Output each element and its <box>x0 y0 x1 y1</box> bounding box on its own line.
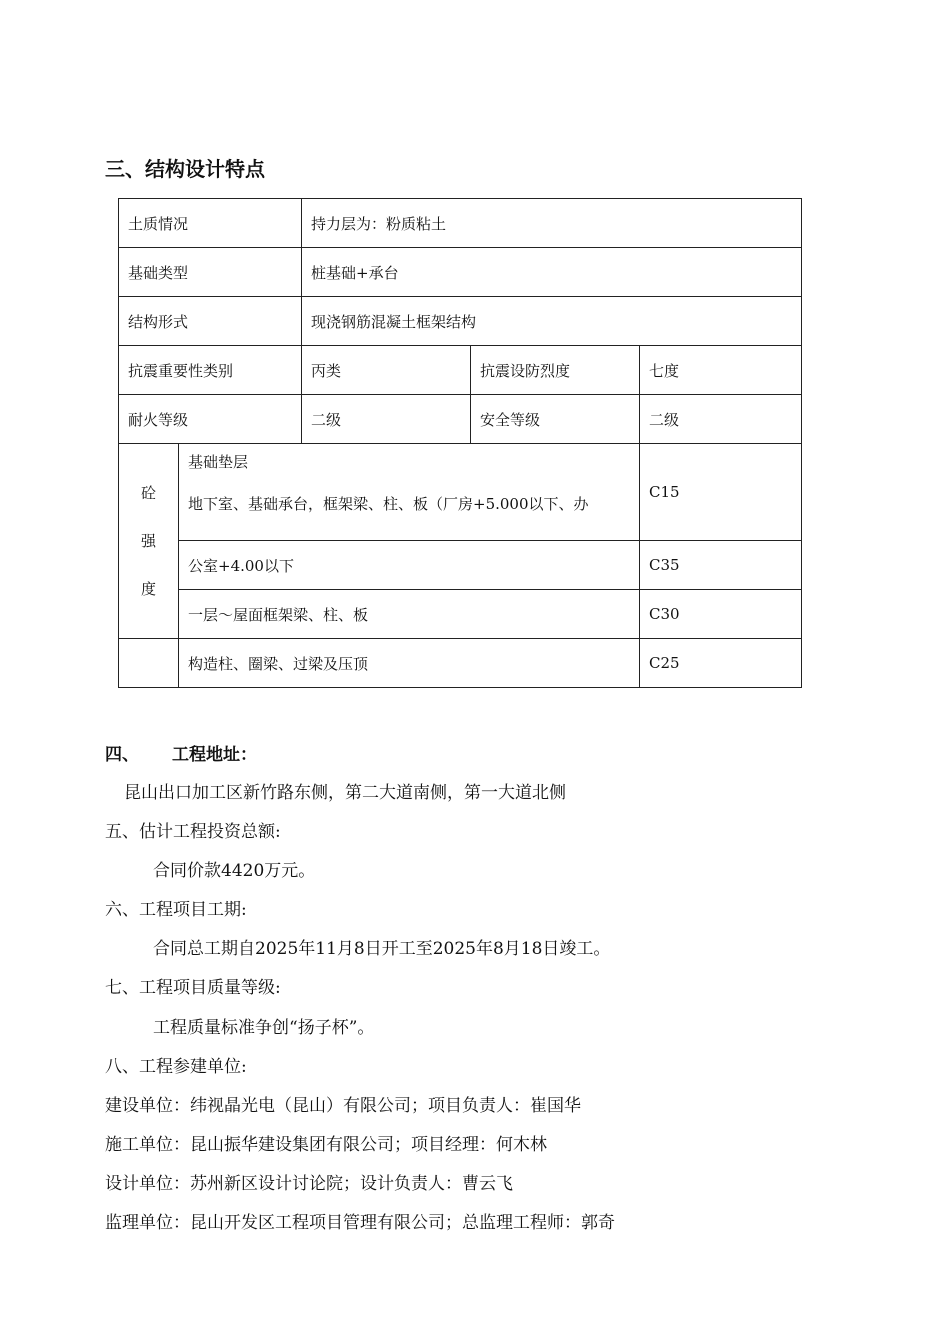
soil-value: 持力层为：粉质粘土 <box>302 199 802 248</box>
table-row <box>119 297 802 346</box>
fire-rating-label: 耐火等级 <box>119 395 302 444</box>
table-row <box>119 199 802 248</box>
section-8-title: 八、工程参建单位: <box>105 1057 247 1077</box>
seismic-intensity-value: 七度 <box>640 346 802 395</box>
structure-label: 结构形式 <box>119 297 302 346</box>
concrete-row3-grade: C30 <box>640 590 802 639</box>
concrete-row3-desc: 一层～屋面框架梁、柱、板 <box>179 590 640 639</box>
concrete-row2-desc: 公室+4.00以下 <box>179 541 640 590</box>
table-row <box>119 541 802 590</box>
project-address: 昆山出口加工区新竹路东侧，第二大道南侧，第一大道北侧 <box>124 783 566 803</box>
table-row <box>119 346 802 395</box>
concrete-row2-grade: C35 <box>640 541 802 590</box>
table-row <box>119 444 802 541</box>
section-4-title: 工程地址： <box>172 745 257 765</box>
vertical-char: 强 <box>140 532 156 550</box>
empty-cell <box>119 639 179 688</box>
concrete-row1-line1: 基础垫层 <box>188 453 249 471</box>
owner-unit: 建设单位：纬视晶光电（昆山）有限公司；项目负责人：崔国华 <box>105 1096 581 1116</box>
design-unit: 设计单位：苏州新区设计讨论院；设计负责人：曹云飞 <box>105 1174 513 1194</box>
structure-value: 现浇钢筋混凝土框架结构 <box>302 297 802 346</box>
structure-spec-table <box>118 198 802 688</box>
concrete-row1-desc <box>179 444 640 541</box>
vertical-char: 砼 <box>140 484 156 502</box>
concrete-row4-desc: 构造柱、圈梁、过梁及压顶 <box>179 639 640 688</box>
section-5-title: 五、估计工程投资总额: <box>105 822 281 842</box>
concrete-row1-grade: C15 <box>640 444 802 541</box>
table-row <box>119 395 802 444</box>
quality-standard: 工程质量标准争创“扬子杯”。 <box>153 1018 375 1038</box>
seismic-importance-label: 抗震重要性类别 <box>119 346 302 395</box>
supervision-unit: 监理单位：昆山开发区工程项目管理有限公司；总监理工程师：郭奇 <box>105 1213 615 1233</box>
soil-label: 土质情况 <box>119 199 302 248</box>
foundation-value: 桩基础+承台 <box>302 248 802 297</box>
section-3-title: 三、结构设计特点 <box>105 157 265 181</box>
safety-grade-value: 二级 <box>640 395 802 444</box>
section-7-title: 七、工程项目质量等级: <box>105 978 281 998</box>
safety-grade-label: 安全等级 <box>471 395 640 444</box>
concrete-row4-grade: C25 <box>640 639 802 688</box>
contract-price: 合同价款4420万元。 <box>153 861 316 881</box>
seismic-intensity-label: 抗震设防烈度 <box>471 346 640 395</box>
contract-duration: 合同总工期自2025年11月8日开工至2025年8月18日竣工。 <box>153 939 611 959</box>
concrete-row1-line2: 地下室、基础承台，框架梁、柱、板（厂房+5.000以下、办 <box>188 495 589 513</box>
section-6-title: 六、工程项目工期: <box>105 900 247 920</box>
section-4-number: 四、 <box>105 745 139 765</box>
table-row <box>119 248 802 297</box>
seismic-importance-value: 丙类 <box>302 346 471 395</box>
foundation-label: 基础类型 <box>119 248 302 297</box>
fire-rating-value: 二级 <box>302 395 471 444</box>
construction-unit: 施工单位：昆山振华建设集团有限公司；项目经理：何木林 <box>105 1135 547 1155</box>
concrete-strength-label <box>119 444 179 639</box>
table-row <box>119 590 802 639</box>
table-row <box>119 639 802 688</box>
vertical-char: 度 <box>140 580 156 598</box>
